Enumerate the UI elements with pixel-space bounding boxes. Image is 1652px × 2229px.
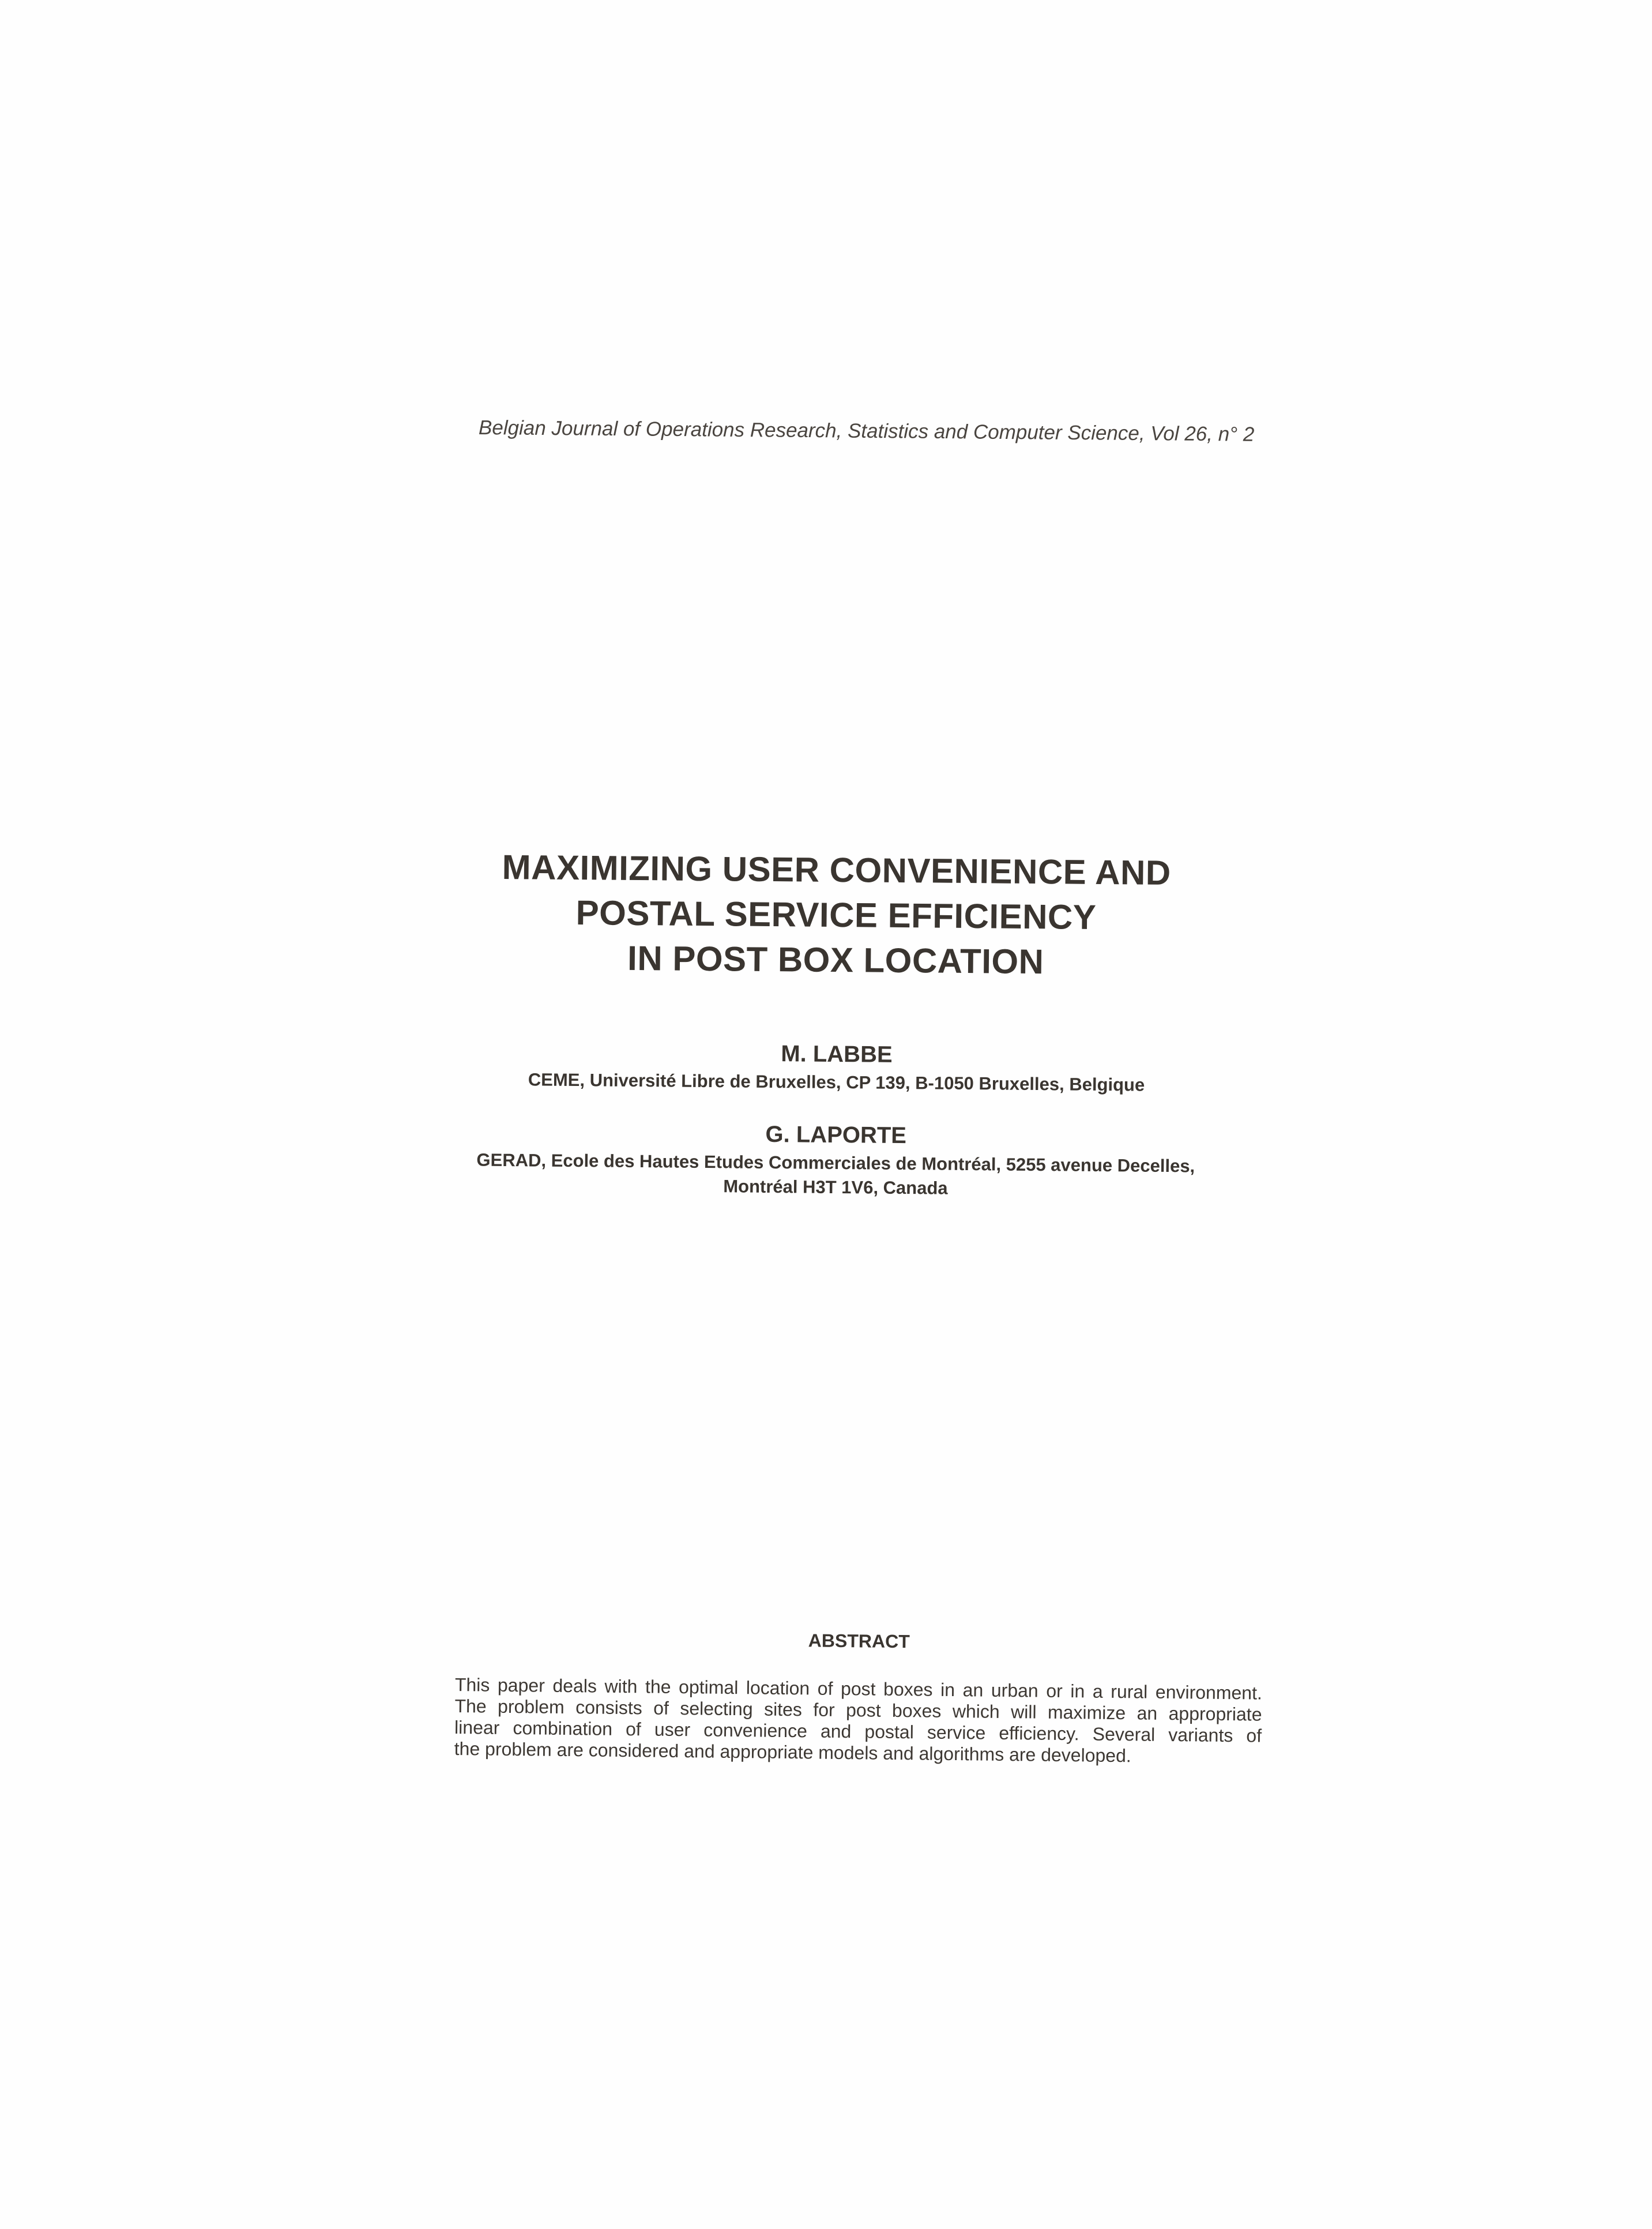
journal-header: Belgian Journal of Operations Research, Statistics and Computer Science, Vol 26, n° 2 [478,416,1255,446]
abstract-section [454,1626,1263,1768]
abstract-line: The problem consists of selecting sites for post boxes which will maximize an appropriate [454,1695,1262,1725]
abstract-line: the problem are considered and appropriate models and algorithms are developed. [454,1738,1131,1766]
author-name: G. LAPORTE [765,1121,907,1149]
title-line-1: MAXIMIZING USER CONVENIENCE AND [502,847,1171,893]
paper-title [420,844,1252,987]
author-affiliation: Montréal H3T 1V6, Canada [723,1176,948,1198]
abstract-heading: ABSTRACT [808,1630,910,1652]
abstract-line: linear combination of user convenience and postal service efficiency. Several variants of [454,1716,1262,1746]
author-affiliation: GERAD, Ecole des Hautes Etudes Commerciales de Montréal, 5255 avenue Decelles, [476,1149,1195,1176]
author-affiliation: CEME, Université Libre de Bruxelles, CP 139, B-1050 Bruxelles, Belgique [528,1069,1145,1095]
abstract-line: This paper deals with the optimal location of post boxes in an urban or in a rural environment. [454,1674,1263,1704]
title-line-3: IN POST BOX LOCATION [627,938,1044,982]
abstract-body [454,1674,1262,1768]
author-entry [420,1115,1251,1204]
title-line-2: POSTAL SERVICE EFFICIENCY [575,893,1097,937]
author-block [420,1035,1252,1204]
author-entry [421,1035,1252,1099]
author-name: M. LABBE [781,1041,893,1067]
